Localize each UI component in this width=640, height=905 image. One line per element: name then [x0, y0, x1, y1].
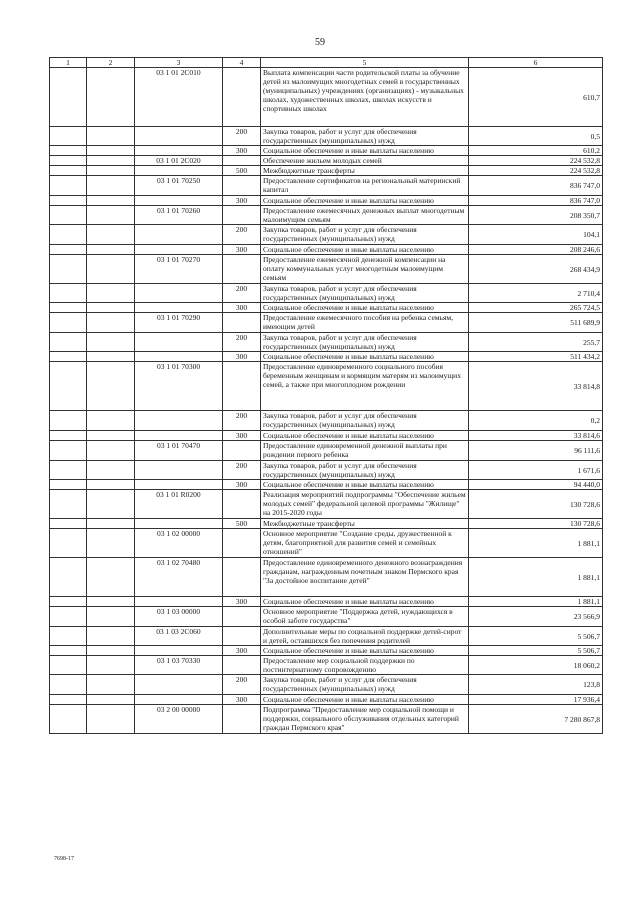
cell-code: [135, 597, 223, 607]
cell-name: Основное мероприятие "Создание среды, дружественной к детям, благоприятной для развития семей и семейных отношений": [261, 529, 469, 558]
cell-empty: [87, 68, 135, 127]
cell-name: Обеспечение жильем молодых семей: [261, 156, 469, 166]
column-header: 2: [87, 58, 135, 68]
cell-code: [135, 646, 223, 656]
cell-code: [135, 245, 223, 255]
cell-name: Выплата компенсации части родительской платы за обучение детей из малоимущих многодетных семей в государственных (муниципальных) учреждениях (организациях) - музыкальных школах, художественных школах, школах искусств и спортивных школах: [261, 68, 469, 127]
budget-table: [49, 57, 603, 734]
cell-expense-type: [223, 313, 261, 333]
cell-empty: [50, 675, 87, 695]
cell-expense-type: 200: [223, 333, 261, 352]
cell-expense-type: [223, 529, 261, 558]
cell-expense-type: 500: [223, 519, 261, 529]
cell-name: Социальное обеспечение и иные выплаты населению: [261, 303, 469, 313]
table-row: [50, 705, 603, 734]
cell-empty: [50, 695, 87, 705]
table-row: [50, 597, 603, 607]
cell-empty: [87, 146, 135, 156]
table-row: [50, 362, 603, 411]
cell-amount: 610,7: [469, 68, 603, 127]
column-header: 1: [50, 58, 87, 68]
cell-amount: 1 881,1: [469, 558, 603, 597]
cell-empty: [50, 156, 87, 166]
cell-empty: [87, 480, 135, 490]
cell-empty: [87, 127, 135, 146]
cell-empty: [50, 441, 87, 461]
cell-name: Предоставление единовременного денежного вознаграждения гражданам, награжденным почетным знаком Пермского края "За достойное воспитание детей": [261, 558, 469, 597]
cell-empty: [87, 225, 135, 245]
cell-code: [135, 146, 223, 156]
cell-empty: [87, 705, 135, 734]
cell-amount: 94 440,0: [469, 480, 603, 490]
cell-code: 03 1 01 R0200: [135, 490, 223, 519]
cell-empty: [50, 558, 87, 597]
cell-amount: 610,2: [469, 146, 603, 156]
cell-expense-type: [223, 558, 261, 597]
cell-code: [135, 431, 223, 441]
cell-empty: [87, 196, 135, 206]
cell-empty: [50, 206, 87, 225]
cell-empty: [50, 352, 87, 362]
cell-code: [135, 695, 223, 705]
cell-amount: 511 689,9: [469, 313, 603, 333]
cell-amount: 17 936,4: [469, 695, 603, 705]
cell-code: 03 1 01 70290: [135, 313, 223, 333]
cell-amount: 1 881,1: [469, 597, 603, 607]
cell-name: Социальное обеспечение и иные выплаты населению: [261, 480, 469, 490]
cell-empty: [50, 607, 87, 627]
table-row: [50, 313, 603, 333]
cell-empty: [50, 284, 87, 303]
cell-name: Социальное обеспечение и иные выплаты населению: [261, 695, 469, 705]
cell-amount: 255,7: [469, 333, 603, 352]
cell-expense-type: 300: [223, 196, 261, 206]
cell-expense-type: [223, 156, 261, 166]
cell-expense-type: 300: [223, 146, 261, 156]
table-row: [50, 675, 603, 695]
cell-amount: 0,5: [469, 127, 603, 146]
cell-empty: [50, 176, 87, 196]
cell-empty: [87, 166, 135, 176]
cell-empty: [87, 245, 135, 255]
table-row: [50, 529, 603, 558]
table-row: [50, 558, 603, 597]
cell-expense-type: [223, 68, 261, 127]
cell-code: [135, 333, 223, 352]
cell-name: Предоставление мер социальной поддержки по постинтернатному сопровождению: [261, 656, 469, 675]
cell-amount: 23 566,9: [469, 607, 603, 627]
cell-name: Социальное обеспечение и иные выплаты населению: [261, 646, 469, 656]
cell-code: 03 1 01 70250: [135, 176, 223, 196]
cell-name: Социальное обеспечение и иные выплаты населению: [261, 245, 469, 255]
cell-name: Социальное обеспечение и иные выплаты населению: [261, 196, 469, 206]
cell-amount: 7 280 867,8: [469, 705, 603, 734]
cell-name: Социальное обеспечение и иные выплаты населению: [261, 352, 469, 362]
cell-empty: [50, 656, 87, 675]
table-row: [50, 490, 603, 519]
cell-empty: [87, 607, 135, 627]
cell-name: Межбюджетные трансферты: [261, 166, 469, 176]
table-row: [50, 156, 603, 166]
cell-name: Реализация мероприятий подпрограммы "Обеспечение жильем молодых семей" федеральной целевой программы "Жилище" на 2015-2020 годы: [261, 490, 469, 519]
cell-empty: [87, 597, 135, 607]
table-row: [50, 176, 603, 196]
cell-empty: [50, 461, 87, 480]
table-row: [50, 284, 603, 303]
cell-empty: [50, 411, 87, 431]
cell-amount: 1 671,6: [469, 461, 603, 480]
cell-expense-type: [223, 441, 261, 461]
table-row: [50, 146, 603, 156]
cell-name: Закупка товаров, работ и услуг для обеспечения государственных (муниципальных) нужд: [261, 284, 469, 303]
cell-empty: [87, 646, 135, 656]
table-row: [50, 255, 603, 284]
cell-expense-type: [223, 490, 261, 519]
cell-empty: [87, 558, 135, 597]
cell-name: Закупка товаров, работ и услуг для обеспечения государственных (муниципальных) нужд: [261, 333, 469, 352]
table-row: [50, 303, 603, 313]
cell-empty: [87, 156, 135, 166]
cell-empty: [87, 255, 135, 284]
cell-empty: [87, 431, 135, 441]
table-row: [50, 225, 603, 245]
cell-expense-type: [223, 705, 261, 734]
cell-code: 03 1 02 00000: [135, 529, 223, 558]
column-header: 6: [469, 58, 603, 68]
table-row: [50, 695, 603, 705]
cell-name: Предоставление единовременной денежной выплаты при рождении первого ребенка: [261, 441, 469, 461]
cell-name: Предоставление сертификатов на региональный материнский капитал: [261, 176, 469, 196]
cell-code: 03 1 01 70270: [135, 255, 223, 284]
cell-empty: [87, 461, 135, 480]
cell-expense-type: 500: [223, 166, 261, 176]
cell-empty: [50, 225, 87, 245]
cell-expense-type: 300: [223, 245, 261, 255]
cell-empty: [50, 303, 87, 313]
cell-expense-type: 300: [223, 480, 261, 490]
cell-expense-type: [223, 176, 261, 196]
cell-empty: [87, 519, 135, 529]
cell-empty: [50, 68, 87, 127]
cell-empty: [87, 303, 135, 313]
cell-expense-type: [223, 656, 261, 675]
cell-empty: [50, 431, 87, 441]
table-row: [50, 68, 603, 127]
cell-empty: [50, 519, 87, 529]
cell-amount: 268 434,9: [469, 255, 603, 284]
cell-code: [135, 480, 223, 490]
header-row: [50, 58, 603, 68]
cell-amount: 5 506,7: [469, 646, 603, 656]
cell-code: 03 1 03 2С060: [135, 627, 223, 646]
cell-empty: [87, 490, 135, 519]
table-row: [50, 166, 603, 176]
cell-expense-type: 200: [223, 461, 261, 480]
cell-empty: [50, 627, 87, 646]
column-header: 3: [135, 58, 223, 68]
cell-expense-type: [223, 627, 261, 646]
cell-code: 03 1 03 00000: [135, 607, 223, 627]
cell-code: [135, 675, 223, 695]
cell-amount: 836 747,0: [469, 196, 603, 206]
cell-name: Социальное обеспечение и иные выплаты населению: [261, 146, 469, 156]
cell-amount: 265 724,5: [469, 303, 603, 313]
cell-expense-type: 300: [223, 352, 261, 362]
cell-name: Закупка товаров, работ и услуг для обеспечения государственных (муниципальных) нужд: [261, 411, 469, 431]
cell-amount: 130 728,6: [469, 490, 603, 519]
cell-code: 03 1 01 70300: [135, 362, 223, 411]
cell-expense-type: [223, 255, 261, 284]
cell-amount: 511 434,2: [469, 352, 603, 362]
cell-expense-type: 300: [223, 646, 261, 656]
table-row: [50, 196, 603, 206]
table-row: [50, 411, 603, 431]
cell-empty: [50, 490, 87, 519]
cell-empty: [87, 206, 135, 225]
table-row: [50, 245, 603, 255]
cell-empty: [50, 196, 87, 206]
cell-empty: [87, 313, 135, 333]
table-row: [50, 431, 603, 441]
cell-empty: [50, 146, 87, 156]
cell-code: 03 1 01 2С010: [135, 68, 223, 127]
cell-empty: [50, 362, 87, 411]
cell-code: 03 1 01 70260: [135, 206, 223, 225]
cell-expense-type: [223, 206, 261, 225]
cell-code: [135, 166, 223, 176]
cell-expense-type: 200: [223, 284, 261, 303]
cell-empty: [87, 695, 135, 705]
cell-code: [135, 461, 223, 480]
cell-amount: 208 246,6: [469, 245, 603, 255]
cell-code: [135, 411, 223, 431]
cell-amount: 224 532,8: [469, 166, 603, 176]
cell-amount: 2 710,4: [469, 284, 603, 303]
cell-code: [135, 196, 223, 206]
cell-code: [135, 303, 223, 313]
cell-name: Предоставление единовременного социального пособия беременным женщинам и кормящим матерям из малоимущих семей, а также при многоплодном рождении: [261, 362, 469, 411]
cell-empty: [50, 646, 87, 656]
cell-name: Социальное обеспечение и иные выплаты населению: [261, 431, 469, 441]
column-header: 5: [261, 58, 469, 68]
table-row: [50, 333, 603, 352]
cell-expense-type: 200: [223, 411, 261, 431]
cell-empty: [87, 176, 135, 196]
cell-code: [135, 352, 223, 362]
cell-empty: [87, 529, 135, 558]
table-body: [50, 68, 603, 734]
cell-empty: [87, 675, 135, 695]
cell-empty: [50, 529, 87, 558]
cell-name: Предоставление ежемесячной денежной компенсации на оплату коммунальных услуг многодетным малоимущим семьям: [261, 255, 469, 284]
cell-name: Закупка товаров, работ и услуг для обеспечения государственных (муниципальных) нужд: [261, 225, 469, 245]
cell-amount: 836 747,0: [469, 176, 603, 196]
cell-empty: [50, 127, 87, 146]
cell-empty: [87, 284, 135, 303]
cell-expense-type: 300: [223, 597, 261, 607]
table-row: [50, 441, 603, 461]
cell-empty: [87, 362, 135, 411]
cell-amount: 224 532,8: [469, 156, 603, 166]
cell-empty: [87, 656, 135, 675]
cell-amount: 33 814,6: [469, 431, 603, 441]
cell-empty: [87, 352, 135, 362]
cell-code: [135, 519, 223, 529]
cell-name: Закупка товаров, работ и услуг для обеспечения государственных (муниципальных) нужд: [261, 127, 469, 146]
cell-empty: [87, 333, 135, 352]
table-row: [50, 206, 603, 225]
table-row: [50, 127, 603, 146]
cell-expense-type: [223, 607, 261, 627]
cell-empty: [50, 480, 87, 490]
table-row: [50, 480, 603, 490]
cell-code: [135, 284, 223, 303]
cell-code: 03 2 00 00000: [135, 705, 223, 734]
cell-name: Закупка товаров, работ и услуг для обеспечения государственных (муниципальных) нужд: [261, 461, 469, 480]
cell-empty: [50, 313, 87, 333]
cell-empty: [50, 166, 87, 176]
column-header: 4: [223, 58, 261, 68]
cell-name: Предоставление ежемесячных денежных выплат многодетным малоимущим семьям: [261, 206, 469, 225]
footer-code: 7698-17: [54, 856, 74, 862]
cell-amount: 1 881,1: [469, 529, 603, 558]
table-row: [50, 627, 603, 646]
cell-empty: [87, 441, 135, 461]
cell-empty: [87, 411, 135, 431]
table-row: [50, 519, 603, 529]
cell-code: 03 1 03 70330: [135, 656, 223, 675]
cell-empty: [50, 705, 87, 734]
table-row: [50, 607, 603, 627]
page-number: 59: [315, 37, 325, 48]
cell-code: [135, 127, 223, 146]
table-row: [50, 352, 603, 362]
cell-amount: 33 814,8: [469, 362, 603, 411]
cell-empty: [87, 627, 135, 646]
cell-amount: 104,1: [469, 225, 603, 245]
cell-code: 03 1 01 70470: [135, 441, 223, 461]
cell-name: Основное мероприятие "Поддержка детей, нуждающихся в особой заботе государства": [261, 607, 469, 627]
cell-name: Социальное обеспечение и иные выплаты населению: [261, 597, 469, 607]
cell-expense-type: 300: [223, 695, 261, 705]
cell-amount: 5 506,7: [469, 627, 603, 646]
cell-empty: [50, 245, 87, 255]
table-row: [50, 656, 603, 675]
table-row: [50, 461, 603, 480]
cell-code: [135, 225, 223, 245]
table-row: [50, 646, 603, 656]
cell-code: 03 1 01 2С020: [135, 156, 223, 166]
cell-amount: 130 728,6: [469, 519, 603, 529]
cell-name: Дополнительные меры по социальной поддержке детей-сирот и детей, оставшихся без попечения родителей: [261, 627, 469, 646]
cell-amount: 123,8: [469, 675, 603, 695]
cell-code: 03 1 02 70480: [135, 558, 223, 597]
cell-name: Закупка товаров, работ и услуг для обеспечения государственных (муниципальных) нужд: [261, 675, 469, 695]
cell-expense-type: [223, 362, 261, 411]
cell-expense-type: 300: [223, 431, 261, 441]
cell-expense-type: 200: [223, 675, 261, 695]
cell-name: Межбюджетные трансферты: [261, 519, 469, 529]
cell-name: Подпрограмма "Предоставление мер социальной помощи и поддержки, социального обслуживания отдельных категорий граждан Пермского края": [261, 705, 469, 734]
cell-empty: [50, 333, 87, 352]
cell-expense-type: 300: [223, 303, 261, 313]
cell-expense-type: 200: [223, 225, 261, 245]
cell-empty: [50, 255, 87, 284]
cell-name: Предоставление ежемесячного пособия на ребенка семьям, имеющим детей: [261, 313, 469, 333]
cell-empty: [50, 597, 87, 607]
cell-expense-type: 200: [223, 127, 261, 146]
cell-amount: 0,2: [469, 411, 603, 431]
cell-amount: 208 350,7: [469, 206, 603, 225]
cell-amount: 96 111,6: [469, 441, 603, 461]
cell-amount: 18 060,2: [469, 656, 603, 675]
